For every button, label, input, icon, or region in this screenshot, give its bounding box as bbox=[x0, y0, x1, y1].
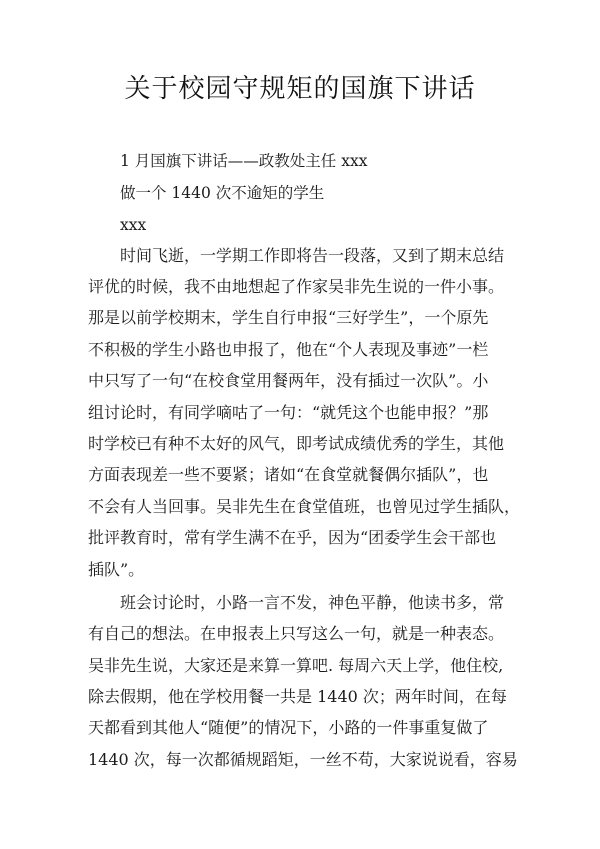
paragraph-line: 插队”。 bbox=[88, 560, 145, 579]
paragraph-line: 不会有人当回事。吴非先生在食堂值班，也曾见过学生插队， bbox=[88, 497, 521, 516]
paragraph-line: 不积极的学生小路也申报了，他在“个人表现及事迹”一栏 bbox=[88, 340, 489, 359]
paragraph-line: 天都看到其他人“随便”的情况下，小路的一件事重复做了 bbox=[88, 718, 489, 737]
paragraph-line: 时间飞逝，一学期工作即将告一段落，又到了期末总结 bbox=[120, 246, 505, 265]
speech-author: xxx bbox=[120, 216, 147, 234]
paragraph-line: 吴非先生说，大家还是来算一算吧. 每周六天上学，他住校, bbox=[88, 656, 504, 675]
speech-heading: 做一个 1440 次不逾矩的学生 bbox=[120, 184, 325, 202]
paragraph-line: 除去假期，他在学校用餐一共是 1440 次；两年时间，在每 bbox=[88, 687, 507, 706]
paragraph-line: 时学校已有种不太好的风气，即考试成绩优秀的学生，其他 bbox=[88, 434, 505, 453]
paragraph-line: 评优的时候，我不由地想起了作家吴非先生说的一件小事。 bbox=[88, 277, 505, 296]
paragraph-line: 有自己的想法。在申报表上只写这么一句，就是一种表态。 bbox=[88, 624, 505, 643]
paragraph-line: 那是以前学校期末，学生自行申报“三好学生”，一个原先 bbox=[88, 308, 489, 327]
paragraph-line: 组讨论时，有同学嘀咕了一句：“就凭这个也能申报？”那 bbox=[88, 403, 489, 422]
paragraph-line: 中只写了一句“在校食堂用餐两年，没有插过一次队”。小 bbox=[88, 371, 489, 390]
paragraph-line: 批评教育时，常有学生满不在乎，因为“团委学生会干部也 bbox=[88, 528, 497, 547]
paragraph-line: 1440 次，每一次都循规蹈矩，一丝不苟，大家说说看，容易 bbox=[88, 750, 518, 769]
document-title: 关于校园守规矩的国旗下讲话 bbox=[124, 74, 476, 104]
paragraph-line: 班会讨论时，小路一言不发，神色平静，他读书多，常 bbox=[120, 593, 505, 612]
document-subtitle: 1 月国旗下讲话——政教处主任 xxx bbox=[120, 152, 368, 170]
paragraph-line: 方面表现差一些不要紧；诸如“在食堂就餐偶尔插队”，也 bbox=[88, 465, 489, 484]
